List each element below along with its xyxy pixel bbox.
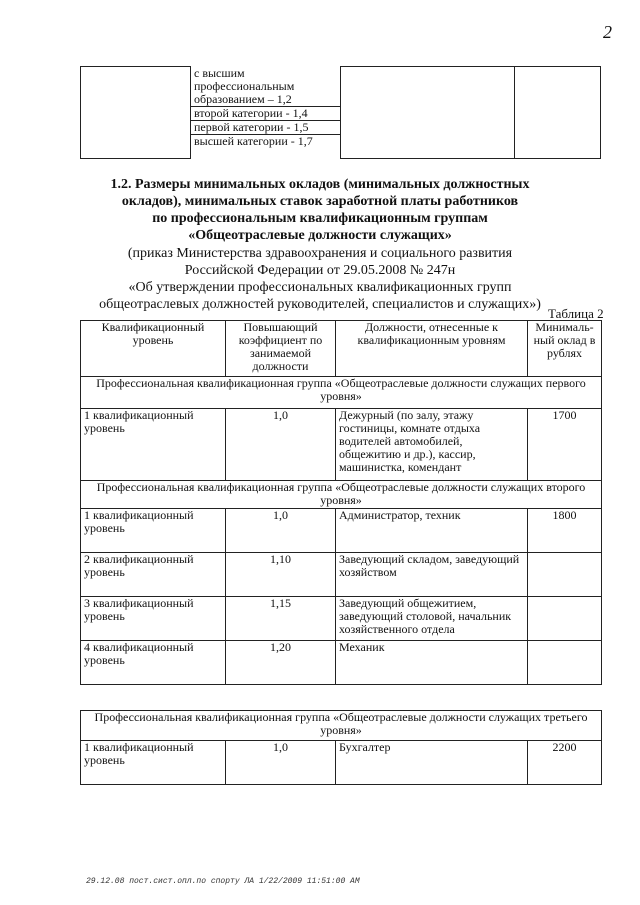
header-coef: Повышающий коэффициент по занимаемой должности (226, 321, 336, 377)
group-title: Профессиональная квалификационная группа «Общеотраслевые должности служащих первого уровня» (81, 377, 602, 409)
salary-table-2 (80, 320, 602, 685)
salary-table-3 (80, 710, 602, 785)
coef-entry: с высшим профессиональным образованием – 1,2 (191, 67, 340, 107)
table-row: 1 квалификационный уровень 1,0 Дежурный (по залу, этажу гостиницы, комнате отдыха водителей автомобилей, общежитию и др.), кассир, машинистка, комендант 1700 (81, 409, 602, 481)
top-table (80, 66, 601, 159)
header-level: Квалификационный уровень (81, 321, 226, 377)
coef-entry: первой категории - 1,5 (191, 120, 340, 134)
coef-entry: высшей категории - 1,7 (194, 133, 313, 148)
group-title: Профессиональная квалификационная группа «Общеотраслевые должности служащих второго уровня» (81, 481, 602, 509)
group-title: Профессиональная квалификационная группа «Общеотраслевые должности служащих третьего уровня» (81, 711, 602, 741)
table-row: 1 квалификационный уровень 1,0 Бухгалтер 2200 (81, 741, 602, 785)
page-number: 2 (603, 22, 612, 42)
section-subtitle: (приказ Министерства здравоохранения и социального развития Российской Федерации от 29.05.2008 № 247н «Об утверждении профессиональных квалификационных групп общеотраслевых должностей руководителей, специалистов и служащих») (99, 246, 541, 312)
footer-text: 29.12.08 пост.сист.опл.по спорту ЛА 1/22/2009 11:51:00 AM (86, 877, 360, 886)
table-row: 2 квалификационный уровень 1,10 Заведующий складом, заведующий хозяйством (81, 553, 602, 597)
table-row: 3 квалификационный уровень 1,15 Заведующий общежитием, заведующий столовой, начальник хозяйственного отдела (81, 597, 602, 641)
section-title: 1.2. Размеры минимальных окладов (минимальных должностных окладов), минимальных ставок заработной платы работников по профессиональным квалификационным группам «Общеотраслевые должности служащих» (110, 177, 530, 243)
table-row: 1 квалификационный уровень 1,0 Администратор, техник 1800 (81, 509, 602, 553)
coef-entry: второй категории - 1,4 (191, 106, 340, 120)
header-salary: Минималь-ный оклад в рублях (528, 321, 602, 377)
header-positions: Должности, отнесенные к квалификационным уровням (336, 321, 528, 377)
header-row (81, 321, 602, 377)
table-row: 4 квалификационный уровень 1,20 Механик (81, 641, 602, 685)
table-label: Таблица 2 (548, 306, 604, 321)
